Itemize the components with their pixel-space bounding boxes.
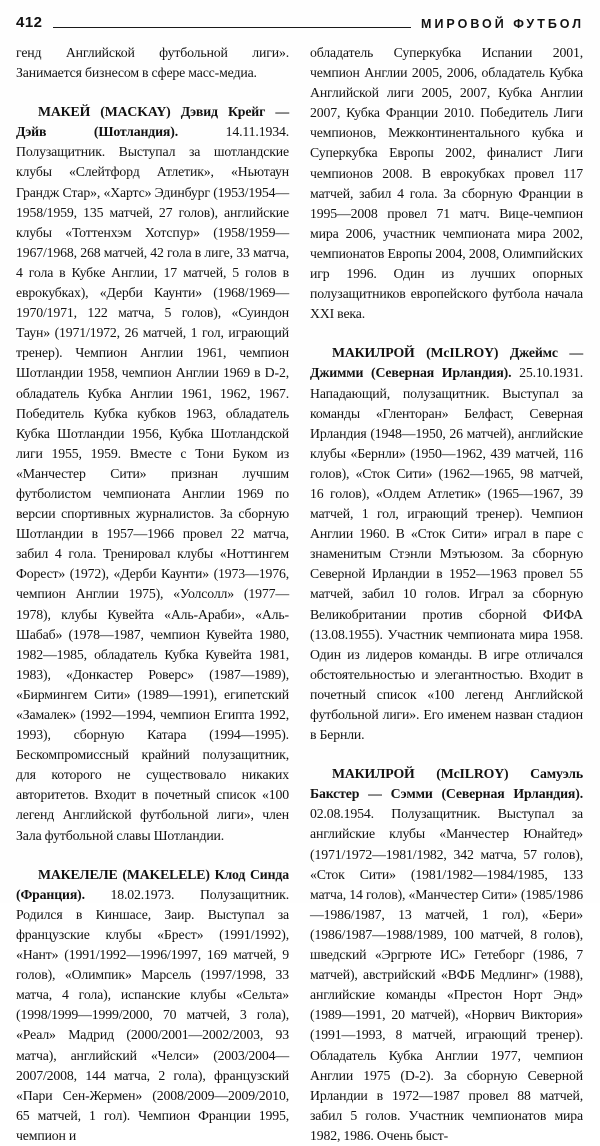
- column-left: [16, 43, 289, 1146]
- entry-heading: МАКЕЛЕЛЕ (MAKELELE) Клод Синда (Франция).: [16, 866, 289, 902]
- entry-body: 02.08.1954. Полузащитник. Выступал за английские клубы «Манчестер Юнайтед» (1971/1972—1981/1982, 342 матча, 57 голов), «Сток Сити» (1981/1982—1984/1985, 133 матча, 14 голов), «Манчестер Сити» (1985/1986—1986/1987, 13 матчей, 1 гол), «Бери» (1986/1987—1988/1989, 100 матчей, 8 голов), шведский «Эргрюте ИС» Гетеборг (1986, 7 матчей), австрийский «ВФБ Медлинг» (1988), английские команды «Престон Норт Энд» (1989—1991, 20 матчей), «Норвич Виктория» (1991—1993, 8 матчей, играющий тренер). Обладатель Кубка Англии 1977, чемпион Англии 1975 (D-2). За сборную Северной Ирландии в 1972—1987 провел 88 матчей, забил 5 голов. Участник чемпионатов мира 1982, 1986. Очень быст-: [310, 806, 583, 1143]
- running-header: [16, 12, 584, 30]
- entry-makelele: [16, 865, 289, 1146]
- entry-heading: МАКИЛРОЙ (McILROY) Джеймс — Джимми (Северная Ирландия).: [310, 345, 583, 381]
- header-rule: [53, 27, 412, 28]
- paragraph-continuation: [310, 43, 583, 324]
- entry-heading: МАКЕЙ (MACKAY) Дэвид Крейг — Дэйв (Шотландия).: [16, 104, 289, 140]
- entry-body: 25.10.1931. Нападающий, полузащитник. Выступал за команды «Гленторан» Белфаст, Северная Ирландия (1948—1950, 26 матчей), английские клубы «Бернли» (1950—1962, 439 матчей, 116 голов), «Сток Сити» (1962—1965, 98 матчей, 16 голов), «Олдем Атлетик» (1965—1967, 39 матчей, 1 гол, играющий тренер). Чемпион Англии 1960. В «Сток Сити» играл в паре с знаменитым Стэнли Мэтьюзом. За сборную Северной Ирландии в 1952—1963 провел 55 матчей, забил 10 голов. Играл за сборную Великобритании против сборной ФИФА (13.08.1955). Участник чемпионата мира 1958. Один из лидеров команды. В игре отличался обстоятельностью и элегантностью. Входит в почетный список «100 легенд Английской футбольной лиги». Его именем назван стадион в Бернли.: [310, 365, 584, 743]
- entry-mcilroy-sammy: [310, 764, 583, 1146]
- entry-body: 18.02.1973. Полузащитник. Родился в Киншасе, Заир. Выступал за французские клубы «Брест» (1991/1992), «Нант» (1991/1992—1996/1997, 169 матчей, 9 голов), «Олимпик» Марсель (1997/1998, 33 матча, 4 гола), испанские клубы «Сельта» (1998/1999—1999/2000, 70 матчей, 3 гола), «Реал» Мадрид (2000/2001—2002/2003, 93 матча), английский «Челси» (2003/2004—2007/2008, 144 матча, 2 гола), французский «Пари Сен-Жермен» (2008/2009—2009/2010, 65 матчей, 1 гол). Чемпион Франции 1995, чемпион и: [16, 886, 289, 1143]
- running-title: МИРОВОЙ ФУТБОЛ: [421, 16, 584, 31]
- page-number: 412: [16, 14, 43, 31]
- entry-body: обладатель Суперкубка Испании 2001, чемпион Англии 2005, 2006, обладатель Кубка Английской лиги 2005, 2007, Кубка Англии 2007, Кубка Франции 2010. Победитель Лиги чемпионов, Межконтинентального кубка и Суперкубка Европы 2002, финалист Лиги чемпионов 2008. В еврокубках провел 117 матчей, забил 4 гола. За сборную Франции в 1995—2008 провел 71 матч. Вице-чемпион мира 2006, участник чемпионата мира 2002, чемпионатов Европы 2004, 2008, Олимпийских игр 1996. Один из лучших опорных полузащитников европейского футбола начала XXI века.: [310, 45, 583, 322]
- column-right: [310, 43, 583, 1146]
- text-columns: [16, 43, 584, 1146]
- entry-mackay: [16, 102, 289, 845]
- entry-body: 14.11.1934. Полузащитник. Выступал за шотландские клубы «Слейтфорд Атлетик», «Ньютаун Грандж Стар», «Хартс» Эдинбург (1953/1954—1958/1959, 135 матчей, 27 голов), английские клубы «Тоттенхэм Хотспур» (1958/1959—1967/1968, 268 матчей, 42 гола в лиге, 33 матча, 4 гола в Кубке Англии, 17 матчей, 5 голов в еврокубках), «Дерби Каунти» (1968/1969—1970/1971, 122 матча, 5 голов), «Суиндон Таун» (1971/1972, 26 матчей, 1 гол, играющий тренер). Чемпион Англии 1961, чемпион Шотландии 1958, чемпион Англии 1969 в D-2, обладатель Кубка Англии 1961, 1962, 1967. Победитель Кубка кубков 1963, обладатель Кубка Шотландии 1956, Кубка Шотландской лиги 1955, 1959. Вместе с Тони Буком из «Манчестер Сити» признан лучшим футболистом чемпионата Англии 1969 по версии спортивных журналистов. За сборную Шотландии в 1957—1966 провел 22 матча, забил 4 гола. Тренировал клубы «Ноттингем Форест» (1972), «Дерби Каунти» (1973—1976, чемпион Англии 1975), «Уолсолл» (1977—1978), клубы Кувейта «Аль-Араби», «Аль-Шабаб» (1978—1987, чемпион Кувейта 1980, 1982—1985, обладатель Кубка Кувейта 1981, 1983), «Донкастер Роверс» (1987—1989), «Бирмингем Сити» (1989—1991), египетский «Замалек» (1992—1994, чемпион Египта 1992, 1993), сборную Катара (1994—1995). Бескомпромиссный крайний полузащитник, для которого не существовало никаких авторитетов. Входит в почетный список «100 легенд Английской футбольной лиги», член Зала футбольной славы Шотландии.: [16, 124, 289, 843]
- entry-mcilroy-jimmy: [310, 343, 583, 745]
- entry-body: генд Английской футбольной лиги». Занимается бизнесом в сфере масс-медиа.: [16, 45, 289, 81]
- paragraph-continuation: [16, 43, 289, 83]
- entry-heading: МАКИЛРОЙ (McILROY) Самуэль Бакстер — Сэмми (Северная Ирландия).: [310, 766, 583, 802]
